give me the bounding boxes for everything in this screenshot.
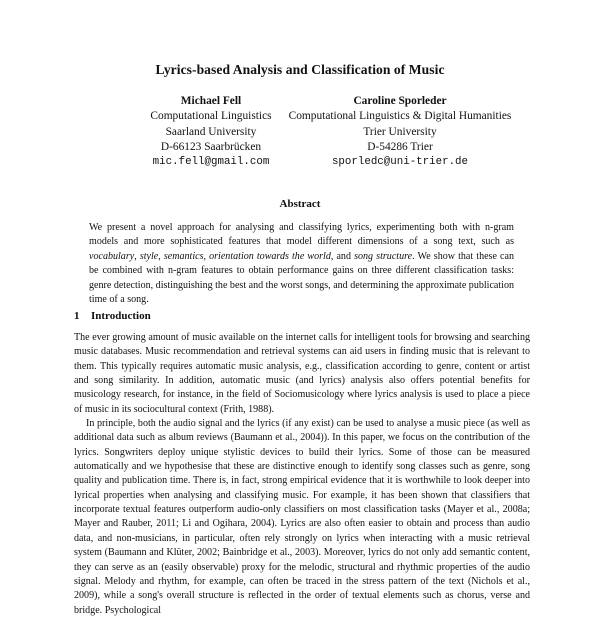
abstract-heading: Abstract — [279, 198, 321, 210]
section-title: Introduction — [91, 310, 151, 322]
author-affiliation-line: Computational Linguistics — [150, 110, 272, 123]
author-affiliation-line: Computational Linguistics & Digital Humanities — [288, 110, 512, 123]
abstract-text — [89, 221, 514, 307]
abstract-segment: We present a novel approach for analysing and classifying lyrics, experimenting both with n-gram models and more sophisticated features that model different dimensions of a song text, such as — [89, 222, 514, 248]
author-name: Caroline Sporleder — [353, 95, 447, 107]
abstract-italic-term: orientation towards the world — [209, 250, 331, 262]
abstract-segment: , — [134, 250, 140, 262]
paper-title: Lyrics-based Analysis and Classification of Music — [155, 62, 445, 77]
author-block-fell — [116, 94, 306, 170]
abstract-segment: , — [203, 250, 210, 262]
author-email: mic.fell@gmail.com — [152, 156, 270, 169]
abstract-italic-term: semantics — [163, 250, 204, 262]
body-paragraph: In principle, both the audio signal and the lyrics (if any exist) can be used to analyse a music piece (as well as additional data such as album reviews (Baumann et al., 2004)). In this paper, we focus on the contribution of the lyrics. Songwriters deploy unique stylistic devices to build their lyrics. Some of those can be measured automatically and we hypothesise that these are distinctive enough to identify song classes such as genre, song quality and publication time. There is, in fact, strong empirical evidence that it is worthwhile to look deeper into lyrical properties when analysing and classifying music. For example, it has been shown that classifiers that incorporate textual features outperform audio-only classifiers on most classification tasks (Mayer et al., 2008a; Mayer and Rauber, 2011; Li and Ogihara, 2004). Lyrics are also often easier to obtain and process than audio data, and non-musicians, in particular, often rely strongly on lyrics when interacting with a music retrieval system (Baumann and Klüter, 2002; Bainbridge et al., 2003). Moreover, lyrics do not only add semantic content, they can serve as an (easily observable) proxy for the melodic, structural and rhythmic properties of the audio signal. Melody and rhythm, for example, can often be traced in the stress pattern of the text (Nichols et al., 2009), while a song's overall structure is reflected in the order of textual elements such as chorus, verse and bridge. Psychological — [74, 418, 530, 616]
abstract-segment: , — [158, 250, 164, 262]
author-affiliation-line: D-66123 Saarbrücken — [160, 140, 262, 153]
abstract-italic-term: vocabulary — [89, 250, 135, 262]
abstract-italic-term: style — [139, 250, 159, 262]
section-heading — [74, 310, 151, 322]
author-block-sporleder — [280, 94, 520, 170]
abstract-segment: , and — [330, 250, 355, 262]
author-name: Michael Fell — [180, 95, 242, 107]
author-affiliation-line: Trier University — [363, 125, 437, 138]
abstract-segment: . We show that these can be combined with n-gram features to obtain performance gains on three different classification tasks: genre detection, distinguishing the best and the worst songs, and determining the approximate publication time of a song. — [89, 250, 514, 306]
abstract-italic-term: song structure — [354, 250, 413, 262]
body-text — [74, 331, 530, 618]
section-number: 1 — [74, 310, 80, 322]
author-affiliation-line: Saarland University — [165, 125, 257, 138]
author-affiliation-line: D-54286 Trier — [367, 140, 433, 153]
body-paragraph: The ever growing amount of music available on the internet calls for intelligent tools for browsing and searching music databases. Music recommendation and retrieval systems can aid users in finding music that is relevant to them. This typically requires automatic music analysis, e.g., classification according to genre, content or artist and song similarity. In addition, automatic music (and lyrics) analysis also offers potential benefits for musicology research, for instance, in the field of Sociomusicology where lyrics analysis is used to place a piece of music in its sociocultural context (Frith, 1988). — [74, 332, 530, 415]
author-email: sporledc@uni-trier.de — [331, 156, 469, 169]
